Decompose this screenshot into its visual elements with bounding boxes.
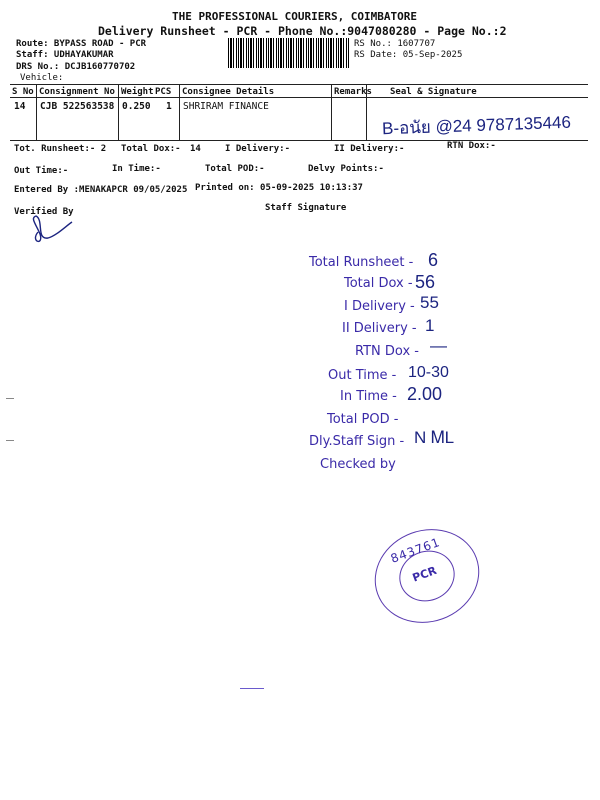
- round-seal: [361, 515, 492, 638]
- col-divider: [36, 84, 37, 140]
- stamp-label: I Delivery -: [344, 299, 415, 314]
- margin-mark: [6, 398, 14, 399]
- vehicle-text: Vehicle:: [20, 73, 64, 83]
- header-consignment: Consignment No: [39, 87, 115, 97]
- total-dox-value: 14: [190, 144, 201, 154]
- margin-mark: [240, 688, 264, 689]
- stamp-value: —: [430, 336, 447, 355]
- seal-center-text: PCR: [410, 563, 439, 585]
- margin-mark: [6, 440, 14, 441]
- total-dox-label: Total Dox:-: [121, 144, 181, 154]
- staff-signature-label: Staff Signature: [265, 203, 347, 213]
- verified-scribble: [26, 212, 76, 248]
- col-divider: [331, 84, 332, 140]
- table-header-line: [10, 97, 588, 98]
- stamp-label: In Time -: [340, 389, 397, 404]
- stamp-value: 56: [415, 272, 436, 292]
- delvy-points: Delvy Points:-: [308, 164, 384, 174]
- col-divider: [118, 84, 119, 140]
- stamp-value: 2.00: [407, 384, 443, 404]
- header-remarks: Remarks: [334, 87, 372, 97]
- rs-date-text: RS Date: 05-Sep-2025: [354, 50, 463, 60]
- stamp-label: RTN Dox -: [355, 344, 419, 359]
- stamp-label: Total Dox -: [344, 276, 413, 291]
- staff-text: Staff: UDHAYAKUMAR: [16, 50, 114, 60]
- route-text: Route: BYPASS ROAD - PCR: [16, 39, 147, 49]
- drs-text: DRS No.: DCJB160770702: [16, 62, 136, 72]
- barcode: [228, 38, 350, 68]
- company-title: THE PROFESSIONAL COURIERS, COIMBATORE: [172, 10, 418, 23]
- rs-no-text: RS No.: 1607707: [354, 39, 436, 49]
- stamp-label: Total POD -: [327, 412, 399, 427]
- out-time: Out Time:-: [14, 166, 69, 176]
- row-pcs: 1: [166, 101, 172, 112]
- ii-delivery: II Delivery:-: [334, 144, 405, 154]
- row-sno: 14: [14, 101, 26, 112]
- col-divider: [179, 84, 180, 140]
- header-consignee: Consignee Details: [182, 87, 275, 97]
- header-weight: Weight: [121, 87, 154, 97]
- stamp-value: 55: [420, 293, 439, 312]
- entered-by: Entered By :MENAKAPCR 09/05/2025: [14, 185, 188, 195]
- table-top-line: [10, 84, 588, 85]
- total-pod: Total POD:-: [205, 164, 265, 174]
- stamp-value: 6: [428, 250, 439, 270]
- header-sno: S No: [12, 87, 34, 97]
- printed-on: Printed on: 05-09-2025 10:13:37: [195, 183, 363, 193]
- stamp-value: 1: [425, 316, 435, 335]
- rtn-dox: RTN Dox:-: [447, 141, 496, 151]
- row-consignment: CJB 522563538: [40, 101, 115, 112]
- tot-runsheet: Tot. Runsheet:- 2: [14, 144, 107, 154]
- stamp-label: Checked by: [320, 457, 396, 472]
- i-delivery: I Delivery:-: [225, 144, 291, 154]
- in-time: In Time:-: [112, 164, 161, 174]
- handwritten-signature: B-อนัย @24 9787135446: [381, 112, 572, 139]
- verified-by: Verified By: [14, 207, 74, 217]
- stamp-label: Total Runsheet -: [309, 255, 414, 270]
- header-pcs: PCS: [155, 87, 172, 97]
- stamp-value: N ᎷL: [414, 428, 455, 447]
- stamp-label: Dly.Staff Sign -: [309, 434, 405, 449]
- row-weight: 0.250: [122, 101, 151, 112]
- table-bottom-line: [10, 140, 588, 141]
- runsheet-subtitle: Delivery Runsheet - PCR - Phone No.:9047080280 - Page No.:2: [98, 24, 507, 38]
- header-seal: Seal & Signature: [390, 87, 477, 97]
- row-consignee: SHRIRAM FINANCE: [183, 101, 269, 112]
- stamp-label: II Delivery -: [342, 321, 417, 336]
- stamp-value: 10-30: [408, 364, 449, 381]
- seal-text: 843761: [388, 534, 443, 566]
- stamp-label: Out Time -: [328, 368, 397, 383]
